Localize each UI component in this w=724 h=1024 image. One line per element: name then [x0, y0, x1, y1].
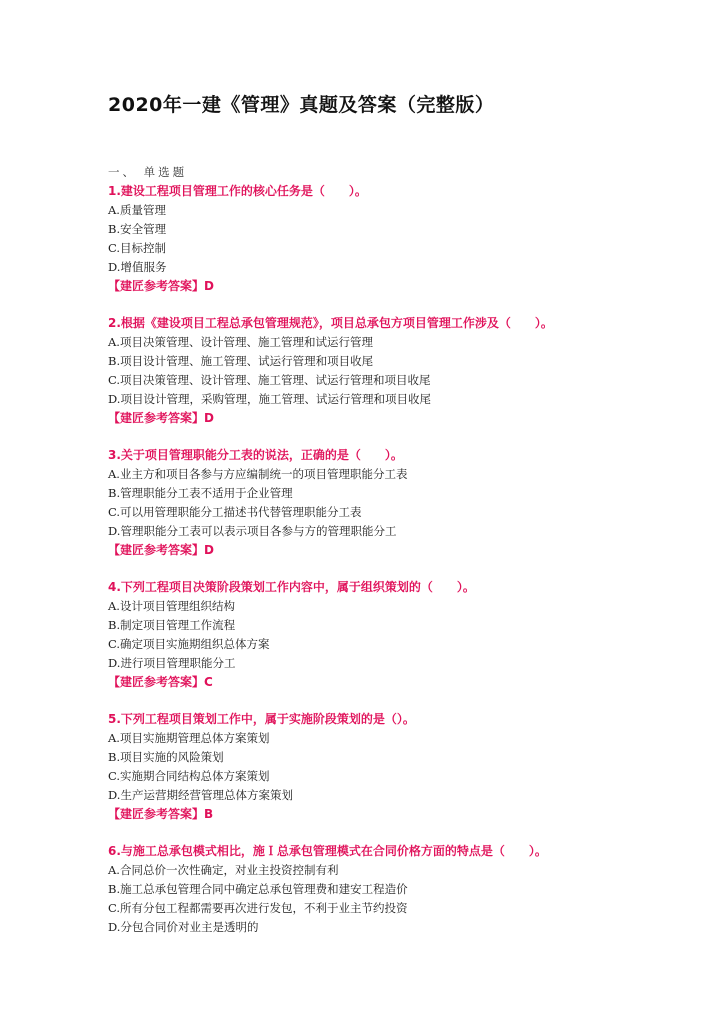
- answer-option: B.安全管理: [108, 222, 167, 236]
- answer-option: D.分包合同价对业主是透明的: [108, 920, 259, 934]
- reference-answer: 【建匠参考答案】D: [108, 411, 214, 425]
- section-heading: 一、 单选题: [108, 165, 188, 179]
- answer-option: C.所有分包工程都需要再次进行发包，不利于业主节约投资: [108, 901, 408, 915]
- document-page: [108, 90, 668, 955]
- question-stem: 3.关于项目管理职能分工表的说法，正确的是（ ）。: [108, 448, 403, 462]
- answer-option: B.项目实施的风险策划: [108, 750, 224, 764]
- question-block: [108, 842, 668, 937]
- answer-option: C.确定项目实施期组织总体方案: [108, 637, 270, 651]
- answer-option: A.项目决策管理、设计管理、施工管理和试运行管理: [108, 335, 373, 349]
- answer-option: B.施工总承包管理合同中确定总承包管理费和建安工程造价: [108, 882, 408, 896]
- answer-option: A.业主方和项目各参与方应编制统一的项目管理职能分工表: [108, 467, 408, 481]
- answer-option: C.项目决策管理、设计管理、施工管理、试运行管理和项目收尾: [108, 373, 431, 387]
- question-block: [108, 446, 668, 560]
- answer-option: B.项目设计管理、施工管理、试运行管理和项目收尾: [108, 354, 374, 368]
- answer-option: C.实施期合同结构总体方案策划: [108, 769, 270, 783]
- question-stem: 4.下列工程项目决策阶段策划工作内容中，属于组织策划的（ ）。: [108, 580, 475, 594]
- answer-option: C.目标控制: [108, 241, 167, 255]
- question-stem: 1.建设工程项目管理工作的核心任务是（ ）。: [108, 184, 367, 198]
- answer-option: C.可以用管理职能分工描述书代替管理职能分工表: [108, 505, 362, 519]
- question-block: [108, 710, 668, 824]
- question-stem: 5.下列工程项目策划工作中，属于实施阶段策划的是（）。: [108, 712, 415, 726]
- reference-answer: 【建匠参考答案】D: [108, 279, 214, 293]
- answer-option: D.生产运营期经营管理总体方案策划: [108, 788, 293, 802]
- answer-option: B.管理职能分工表不适用于企业管理: [108, 486, 293, 500]
- question-stem: 2.根据《建设项目工程总承包管理规范》，项目总承包方项目管理工作涉及（ ）。: [108, 316, 553, 330]
- answer-option: D.进行项目管理职能分工: [108, 656, 236, 670]
- question-block: [108, 182, 668, 296]
- answer-option: D.增值服务: [108, 260, 167, 274]
- answer-option: B.制定项目管理工作流程: [108, 618, 236, 632]
- document-title: 2020年一建《管理》真题及答案（完整版）: [108, 94, 495, 116]
- answer-option: A.项目实施期管理总体方案策划: [108, 731, 270, 745]
- reference-answer: 【建匠参考答案】D: [108, 543, 214, 557]
- answer-option: A.合同总价一次性确定，对业主投资控制有利: [108, 863, 339, 877]
- question-stem: 6.与施工总承包模式相比，施Ｉ总承包管理模式在合同价格方面的特点是（ ）。: [108, 844, 547, 858]
- answer-option: D.管理职能分工表可以表示项目各参与方的管理职能分工: [108, 524, 397, 538]
- question-list: [108, 182, 668, 937]
- answer-option: A.设计项目管理组织结构: [108, 599, 235, 613]
- answer-option: D.项目设计管理，采购管理，施工管理、试运行管理和项目收尾: [108, 392, 431, 406]
- answer-option: A.质量管理: [108, 203, 166, 217]
- question-block: [108, 314, 668, 428]
- reference-answer: 【建匠参考答案】C: [108, 675, 213, 689]
- reference-answer: 【建匠参考答案】B: [108, 807, 214, 821]
- question-block: [108, 578, 668, 692]
